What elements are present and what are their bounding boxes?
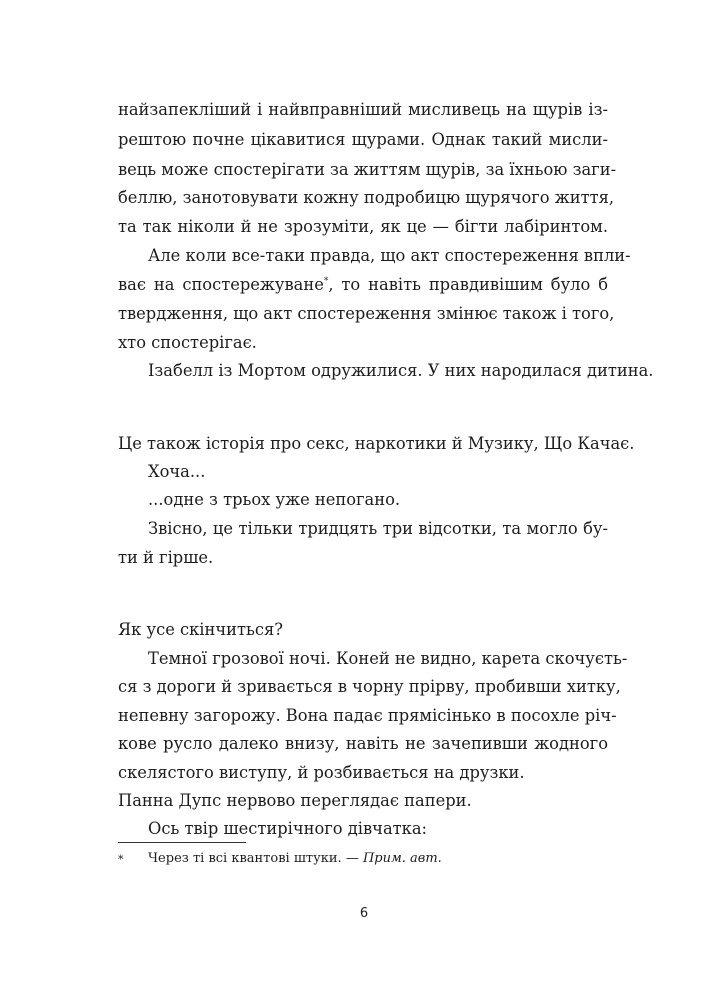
- text-line: [118, 275, 608, 295]
- text-line: хто спостерігає.: [118, 333, 257, 352]
- text-line: Ось твір шестирічного дівчатка:: [148, 819, 428, 838]
- text-line: кове русло далеко внизу, навіть не зачепивши жодного: [118, 734, 608, 753]
- footnote-rule: [118, 842, 246, 843]
- footnote-reference: *: [323, 276, 329, 287]
- text-line: ся з дороги й зривається в чорну прірву, пробивши хитку,: [118, 677, 621, 696]
- text-line: беллю, занотовувати кожну подробицю щурячого життя,: [118, 188, 615, 207]
- footnote-attribution: Прим. авт.: [362, 851, 442, 866]
- text-line: Як усе скінчиться?: [118, 620, 283, 639]
- text-line: ...одне з трьох уже непогано.: [148, 490, 401, 509]
- page-number: 6: [359, 906, 369, 921]
- text-line: та так ніколи й не зрозуміти, як це — бігти лабіринтом.: [118, 217, 608, 236]
- text-span: ває на спостережуване: [118, 275, 324, 294]
- text-line: Але коли все-таки правда, що акт спостереження впли-: [148, 246, 631, 265]
- text-line: рештою почне цікавитися щурами. Однак такий мисли-: [118, 130, 608, 149]
- text-line: Звісно, це тільки тридцять три відсотки, та могло бу-: [148, 519, 608, 538]
- text-line: твердження, що акт спостереження змінює також і того,: [118, 304, 615, 323]
- text-line: Темної грозової ночі. Коней не видно, карета скочуєть-: [148, 649, 628, 668]
- text-line: найзапекліший і найвправніший мисливець на щурів із-: [118, 100, 608, 119]
- text-line: Це також історія про секс, наркотики й Музику, Що Качає.: [118, 434, 635, 453]
- text-line: непевну загорожу. Вона падає прямісінько в посохле річ-: [118, 706, 617, 725]
- text-line: Панна Дупс нервово переглядає папери.: [118, 791, 472, 810]
- footnote-mark: *: [118, 853, 124, 866]
- footnote-body: Через ті всі квантові штуки. —: [148, 851, 363, 866]
- text-line: Хоча...: [148, 462, 206, 481]
- text-line: ти й гірше.: [118, 548, 214, 567]
- text-line: Ізабелл із Мортом одружилися. У них народилася дитина.: [148, 361, 654, 380]
- text-line: вець може спостерігати за життям щурів, за їхньою заги-: [118, 160, 617, 179]
- text-span: , то навіть правдивішим було б: [328, 275, 608, 294]
- text-line: скелястого виступу, й розбивається на друзки.: [118, 763, 525, 782]
- footnote-text: [148, 850, 442, 868]
